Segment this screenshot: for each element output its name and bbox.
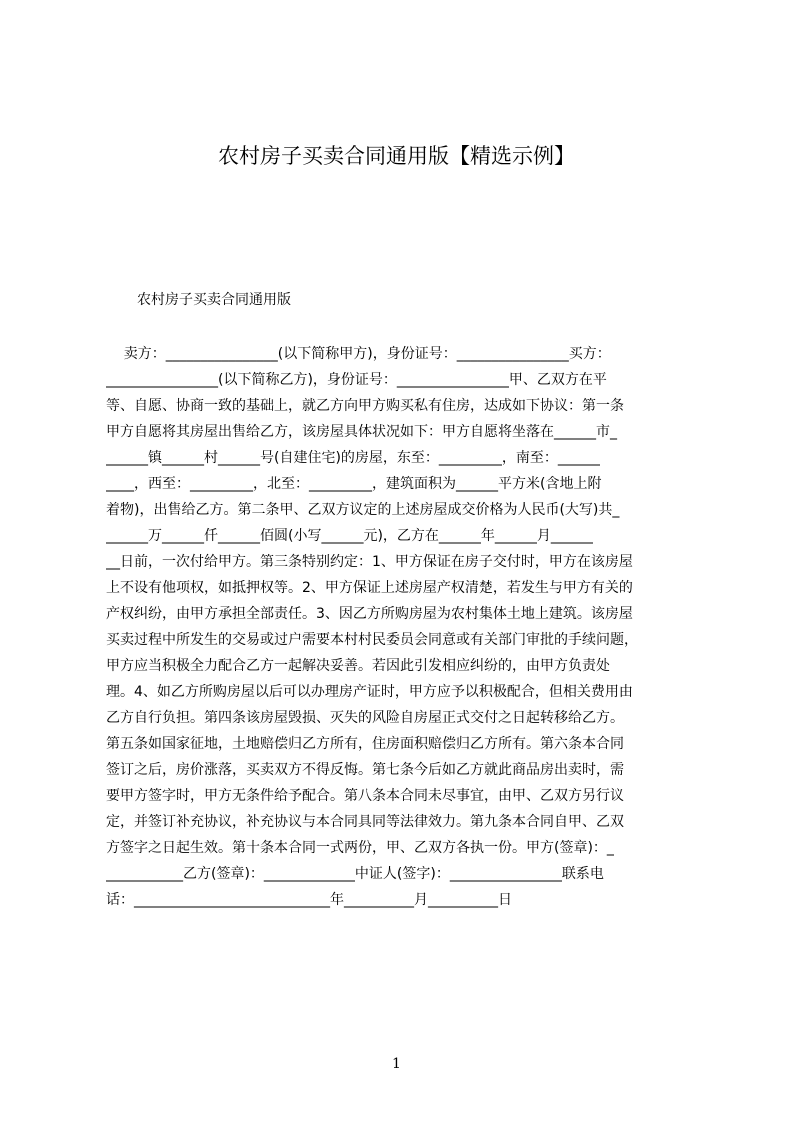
body-line: ______镇______村______号(自建住宅)的房屋，东至：_________，南至：______ (106, 450, 600, 466)
body-line: 着物)，出售给乙方。第二条甲、乙双方议定的上述房屋成交价格为人民币(大写)共_ (106, 502, 620, 518)
body-line: ___________乙方(签章)：_____________中证人(签字)：________________联系电 (106, 866, 604, 882)
body-line: 要甲方签字时，甲方无条件给予配合。第八条本合同未尽事宜，由甲、乙双方另行议 (106, 788, 624, 804)
body-line: ____，西至：_________，北至：_________，建筑面积为______平方米(含地上附 (106, 476, 602, 492)
body-line: 理。4、如乙方所购房屋以后可以办理房产证时，甲方应予以积极配合，但相关费用由 (106, 684, 633, 700)
body-line: 甲方自愿将其房屋出售给乙方，该房屋具体状况如下：甲方自愿将坐落在______市_ (106, 424, 617, 440)
body-line: 上不设有他项权，如抵押权等。2、甲方保证上述房屋产权清楚，若发生与甲方有关的 (106, 580, 633, 596)
body-line: 等、自愿、协商一致的基础上，就乙方向甲方购买私有住房，达成如下协议：第一条 (106, 398, 624, 414)
page-number: 1 (392, 1056, 401, 1072)
body-line: 话：____________________________年__________月__________日 (106, 892, 512, 908)
body-line: 买卖过程中所发生的交易或过户需要本村村民委员会同意或有关部门审批的手续问题， (106, 632, 638, 648)
body-line: 第五条如国家征地，土地赔偿归乙方所有，住房面积赔偿归乙方所有。第六条本合同 (106, 736, 624, 752)
body-line: 甲方应当积极全力配合乙方一起解决妥善。若因此引发相应纠纷的，由甲方负责处 (106, 658, 610, 674)
contract-body (106, 341, 696, 937)
document-title: 农村房子买卖合同通用版【精选示例】 (218, 144, 575, 168)
body-line: __日前，一次付给甲方。第三条特别约定：1、甲方保证在房子交付时，甲方在该房屋 (106, 554, 633, 570)
document-subtitle: 农村房子买卖合同通用版 (137, 292, 291, 308)
body-line: ________________(以下简称乙方)，身份证号：________________甲、乙双方在平 (106, 372, 607, 388)
body-line: 卖方：________________(以下简称甲方)，身份证号：________________买方： (106, 346, 611, 362)
body-line: 产权纠纷，由甲方承担全部责任。3、因乙方所购房屋为农村集体土地上建筑。该房屋 (106, 606, 633, 622)
body-line: 签订之后，房价涨落，买卖双方不得反悔。第七条今后如乙方就此商品房出卖时，需 (106, 762, 624, 778)
body-line: 方签字之日起生效。第十条本合同一式两份，甲、乙双方各执一份。甲方(签章)：_ (106, 840, 614, 856)
body-line: 定，并签订补充协议，补充协议与本合同具同等法律效力。第九条本合同自甲、乙双 (106, 814, 624, 830)
body-line: ______万______仟______佰圆(小写______元)，乙方在______年______月______ (106, 528, 593, 544)
body-line: 乙方自行负担。第四条该房屋毁损、灭失的风险自房屋正式交付之日起转移给乙方。 (106, 710, 624, 726)
